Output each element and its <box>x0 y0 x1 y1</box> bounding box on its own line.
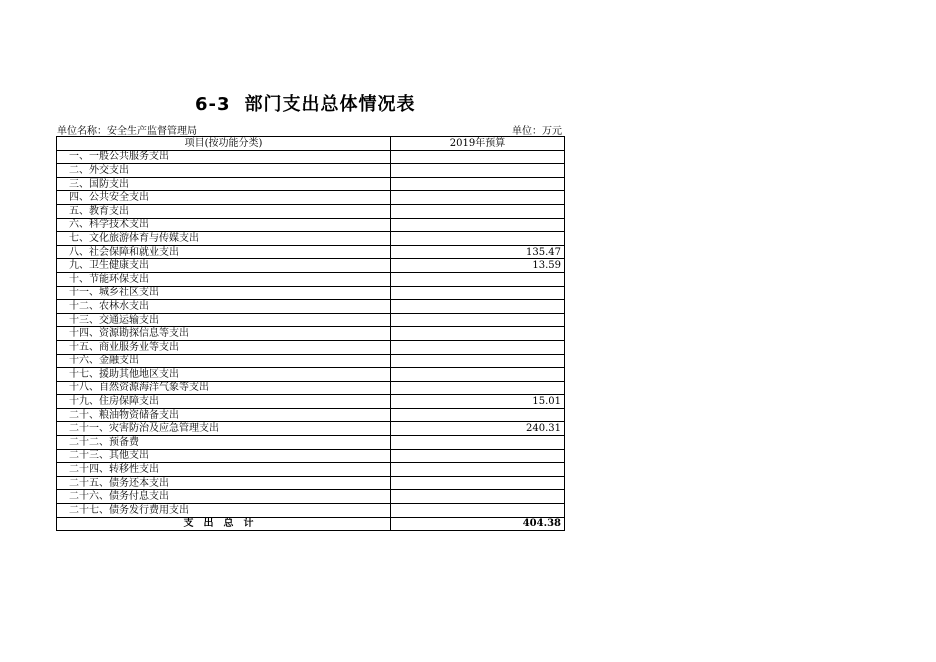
row-item-label: 七、文化旅游体育与传媒支出 <box>57 232 391 246</box>
table-row <box>57 218 565 232</box>
row-item-label: 二十五、债务还本支出 <box>57 476 391 490</box>
column-header-item: 项目(按功能分类) <box>57 137 391 151</box>
row-budget-value <box>391 327 565 341</box>
table-row <box>57 463 565 477</box>
table-row <box>57 177 565 191</box>
row-item-label: 二十四、转移性支出 <box>57 463 391 477</box>
row-budget-value <box>391 150 565 164</box>
row-budget-value <box>391 504 565 518</box>
row-budget-value <box>391 177 565 191</box>
table-row <box>57 408 565 422</box>
row-item-label: 二、外交支出 <box>57 164 391 178</box>
table-row <box>57 313 565 327</box>
table-row <box>57 259 565 273</box>
row-budget-value: 13.59 <box>391 259 565 273</box>
table-row <box>57 449 565 463</box>
row-item-label: 十、节能环保支出 <box>57 272 391 286</box>
unit-name: 单位名称：安全生产监督管理局 <box>57 126 197 137</box>
row-item-label: 八、社会保障和就业支出 <box>57 245 391 259</box>
row-item-label: 四、公共安全支出 <box>57 191 391 205</box>
total-label: 支出总计 <box>57 517 391 531</box>
row-budget-value <box>391 204 565 218</box>
row-item-label: 一、一般公共服务支出 <box>57 150 391 164</box>
row-budget-value: 240.31 <box>391 422 565 436</box>
row-item-label: 十一、城乡社区支出 <box>57 286 391 300</box>
table-row <box>57 490 565 504</box>
row-item-label: 十九、住房保障支出 <box>57 395 391 409</box>
total-value: 404.38 <box>391 517 565 531</box>
row-item-label: 十六、金融支出 <box>57 354 391 368</box>
row-budget-value <box>391 218 565 232</box>
row-budget-value <box>391 408 565 422</box>
table-title: 部门支出总体情况表 <box>244 94 416 115</box>
row-budget-value <box>391 368 565 382</box>
row-item-label: 三、国防支出 <box>57 177 391 191</box>
row-item-label: 二十三、其他支出 <box>57 449 391 463</box>
row-item-label: 九、卫生健康支出 <box>57 259 391 273</box>
table-row <box>57 476 565 490</box>
table-header-row <box>57 137 565 151</box>
table-row <box>57 164 565 178</box>
row-budget-value <box>391 191 565 205</box>
row-item-label: 六、科学技术支出 <box>57 218 391 232</box>
table-row <box>57 300 565 314</box>
table-row <box>57 150 565 164</box>
table-row <box>57 395 565 409</box>
row-budget-value <box>391 381 565 395</box>
table-row <box>57 354 565 368</box>
table-row <box>57 191 565 205</box>
row-item-label: 二十六、债务付息支出 <box>57 490 391 504</box>
row-budget-value <box>391 449 565 463</box>
table-row <box>57 245 565 259</box>
unit-label: 单位：万元 <box>512 126 562 137</box>
table-row <box>57 422 565 436</box>
row-budget-value <box>391 476 565 490</box>
table-row <box>57 232 565 246</box>
row-budget-value <box>391 463 565 477</box>
table-row <box>57 327 565 341</box>
total-row <box>57 517 565 531</box>
row-item-label: 十二、农林水支出 <box>57 300 391 314</box>
page-title <box>195 90 416 116</box>
row-item-label: 十七、援助其他地区支出 <box>57 368 391 382</box>
row-item-label: 二十二、预备费 <box>57 436 391 450</box>
table-code: 6-3 <box>195 94 231 115</box>
row-budget-value <box>391 272 565 286</box>
row-budget-value <box>391 340 565 354</box>
row-item-label: 二十一、灾害防治及应急管理支出 <box>57 422 391 436</box>
column-header-budget: 2019年预算 <box>391 137 565 151</box>
row-budget-value <box>391 300 565 314</box>
table-row <box>57 204 565 218</box>
table-row <box>57 381 565 395</box>
row-item-label: 二十、粮油物资储备支出 <box>57 408 391 422</box>
row-budget-value <box>391 286 565 300</box>
row-budget-value <box>391 313 565 327</box>
row-budget-value: 15.01 <box>391 395 565 409</box>
row-budget-value <box>391 164 565 178</box>
row-item-label: 十三、交通运输支出 <box>57 313 391 327</box>
row-item-label: 十八、自然资源海洋气象等支出 <box>57 381 391 395</box>
expenditure-table <box>56 136 565 531</box>
row-budget-value <box>391 354 565 368</box>
table-row <box>57 368 565 382</box>
row-budget-value <box>391 232 565 246</box>
table-row <box>57 286 565 300</box>
row-budget-value <box>391 436 565 450</box>
row-budget-value: 135.47 <box>391 245 565 259</box>
row-item-label: 十四、资源勘探信息等支出 <box>57 327 391 341</box>
row-item-label: 五、教育支出 <box>57 204 391 218</box>
table-row <box>57 504 565 518</box>
table-row <box>57 340 565 354</box>
row-item-label: 二十七、债务发行费用支出 <box>57 504 391 518</box>
row-budget-value <box>391 490 565 504</box>
table-row <box>57 436 565 450</box>
row-item-label: 十五、商业服务业等支出 <box>57 340 391 354</box>
table-row <box>57 272 565 286</box>
